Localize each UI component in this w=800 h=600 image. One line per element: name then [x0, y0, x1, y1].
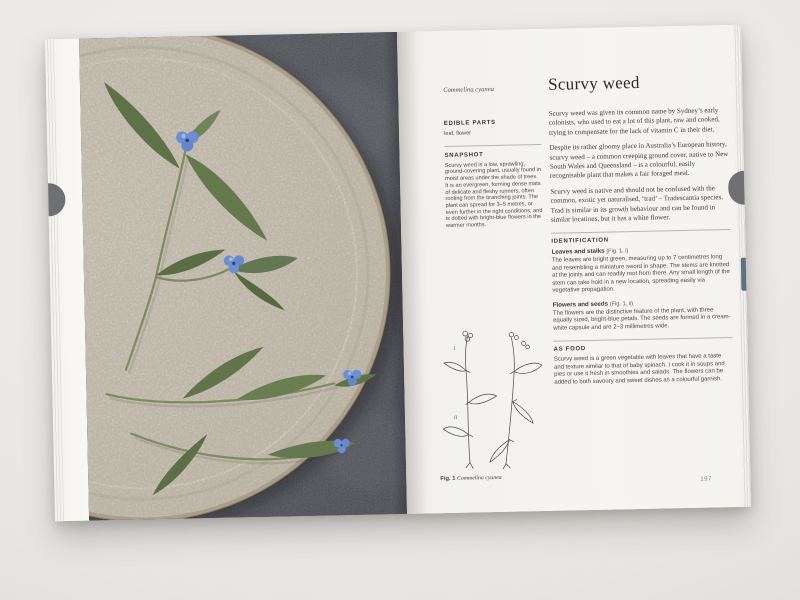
species-name: Commelina cyanea [443, 85, 494, 95]
intro-paragraph: Scurvy weed is native and should not be confused with the common, exotic yet naturalised, ‘trad’ – Tradescantia species. Trad is similar in its growth behaviour and can be found in similar locations, but it has a white flower. [550, 184, 724, 224]
as-food-text: Scurvy weed is a green vegetable with leaves that have a taste and texture similar to that of baby spinach. I cook it in soups and pies or use it fresh in smoothies and salads. The flowers can be added to both savoury and sweet dishes as a colourful garnish. [553, 353, 725, 386]
right-page [397, 25, 743, 514]
snapshot-label: SNAPSHOT [444, 151, 484, 159]
subsection-text: The leaves are bright green, measuring up to 7 centimetres long and resembling a miniature sword in shape. The stems are knotted at the joints and can readily root from there. Any small length of the stem can take hold in a new location, spreading easily via vegetative propagation. [551, 254, 730, 295]
fore-edge-blue-strip [741, 258, 747, 291]
figure-label-ii: ii [453, 414, 458, 421]
section-rule [551, 230, 730, 235]
section-rule [553, 337, 732, 342]
left-page-photo [79, 32, 407, 521]
figure-label-i: i [453, 345, 456, 352]
subsection-heading: Flowers and seeds (Fig. 1, ii) [552, 300, 634, 309]
main-column [548, 71, 734, 393]
figure-reference: (Fig. 1, ii) [609, 301, 634, 308]
identification-label: IDENTIFICATION [551, 238, 609, 246]
edible-parts-label: EDIBLE PARTS [443, 119, 496, 128]
sidebar-column [443, 85, 543, 230]
subsection-text: The flowers are the distinctive feature of the plant, with three equally sized, bright-blue petals. The seeds are formed in a cream-white capsule and are 2–3 millimetres wide. [552, 307, 731, 332]
page-title: Scurvy weed [547, 72, 640, 94]
scurvy-weed-photograph [79, 32, 407, 521]
sidebar-rule [444, 144, 541, 147]
fig1-botanical-illustration [437, 321, 548, 471]
edible-parts-value: leaf, flower [444, 130, 472, 138]
figure-1 [437, 321, 552, 482]
intro-paragraph: Scurvy weed was given its common name by Sydney’s early colonists, who used to eat a lot of this plant, raw and cooked, trying to compensate for the lack of vitamin C in their diet. [548, 106, 720, 137]
figure-caption: Fig. 1 Commelina cyanea [440, 474, 502, 483]
snapshot-text: Scurvy weed is a low, sprawling, ground-covering plant, usually found in moist areas under the shade of trees. It is an evergreen, forming dense mats of delicate and fleshy runners, often rooting from the branching joints. The plant can spread for 3–5 metres, or even further in the right conditions, and is dotted with bright-blue flowers in the warmer months. [444, 161, 543, 230]
open-book [45, 25, 751, 521]
left-thumb-tab [48, 183, 66, 216]
intro-paragraph: Despite its rather gloomy place in Australia’s European history, scurvy weed – a common creeping ground cover, native to New South Wales and Queensland – is a colourful, easily recognisable plant that makes a fair foraged meal. [549, 140, 729, 181]
subsection-heading: Leaves and stalks (Fig. 1, i) [551, 248, 629, 257]
page-number: 197 [700, 476, 712, 483]
as-food-label: AS FOOD [553, 346, 586, 354]
figure-reference: (Fig. 1, i) [606, 248, 629, 256]
